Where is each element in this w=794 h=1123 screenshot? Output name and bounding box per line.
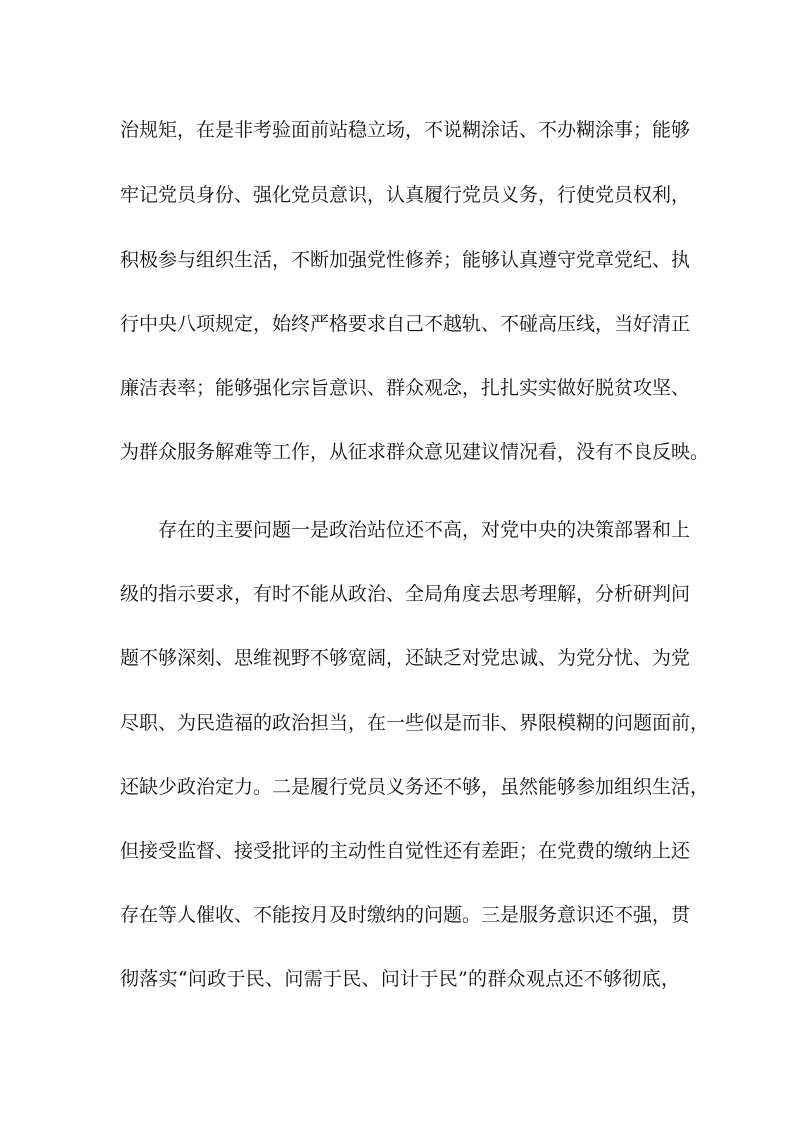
paragraph-line: 为群众服务解难等工作，从征求群众意见建议情况看，没有不良反映。	[120, 441, 710, 463]
paragraph-line: 级的指示要求，有时不能从政治、全局角度去思考理解，分析研判问	[120, 583, 691, 605]
paragraph-line: 彻落实“问政于民、问需于民、问计于民”的群众观点还不够彻底，	[120, 968, 680, 990]
paragraph-line: 尽职、为民造福的政治担当，在一些似是而非、界限模糊的问题面前，	[120, 712, 710, 734]
paragraph-line: 廉洁表率；能够强化宗旨意识、群众观念，扎扎实实做好脱贫攻坚、	[120, 377, 691, 399]
paragraph-line: 题不够深刻、思维视野不够宽阔，还缺乏对党忠诚、为党分忧、为党	[120, 647, 691, 669]
paragraph-line: 牢记党员身份、强化党员意识，认真履行党员义务，行使党员权利，	[120, 184, 691, 206]
paragraph-line: 治规矩，在是非考验面前站稳立场，不说糊涂话、不办糊涂事；能够	[120, 119, 691, 141]
paragraph-line: 行中央八项规定，始终严格要求自己不越轨、不碰高压线，当好清正	[120, 313, 691, 335]
paragraph-line: 积极参与组织生活，不断加强党性修养；能够认真遵守党章党纪、执	[120, 249, 691, 271]
paragraph-line: 存在的主要问题一是政治站位还不高，对党中央的决策部署和上	[158, 519, 691, 541]
paragraph-line: 存在等人催收、不能按月及时缴纳的问题。三是服务意识还不强，贯	[120, 904, 691, 926]
paragraph-line: 还缺少政治定力。二是履行党员义务还不够，虽然能够参加组织生活，	[120, 776, 710, 798]
paragraph-line: 但接受监督、接受批评的主动性自觉性还有差距；在党费的缴纳上还	[120, 840, 691, 862]
